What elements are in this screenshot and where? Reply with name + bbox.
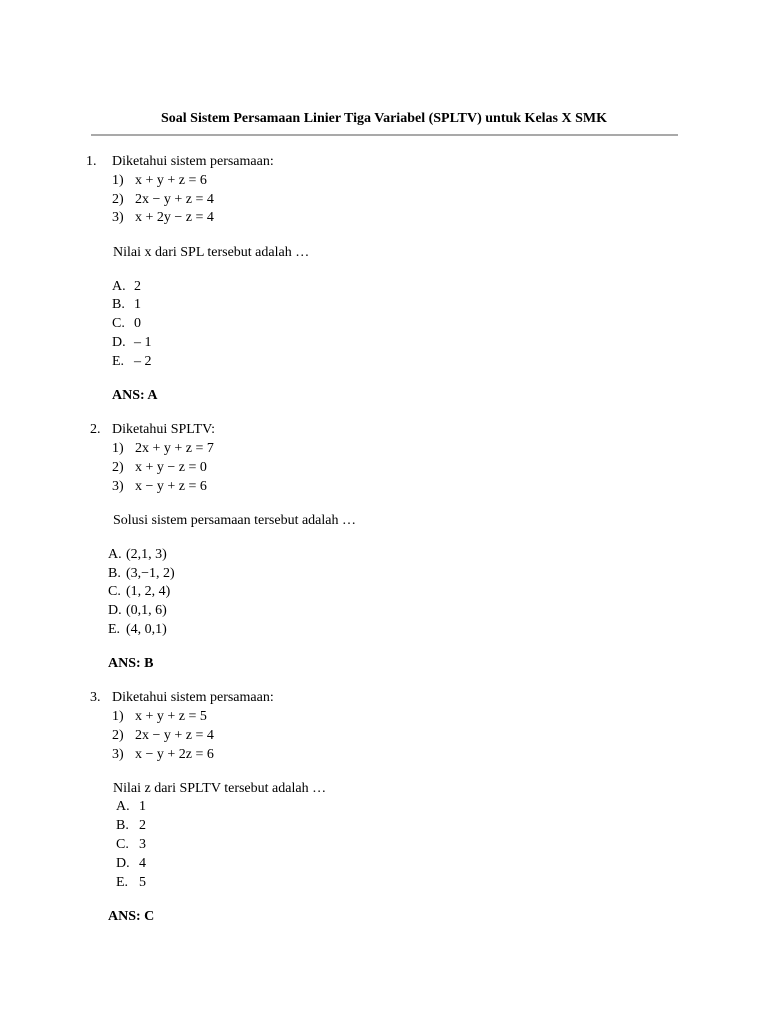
option-letter: E. bbox=[116, 875, 129, 890]
answer-key: ANS: B bbox=[108, 656, 154, 671]
option-text: (2,1, 3) bbox=[126, 547, 167, 562]
equation-label: 1) bbox=[112, 441, 124, 456]
answer-key: ANS: C bbox=[108, 909, 155, 924]
option-letter: B. bbox=[116, 818, 129, 833]
equation-text: x − y + z = 6 bbox=[135, 479, 207, 494]
option-letter: E. bbox=[112, 354, 125, 369]
equation-label: 2) bbox=[112, 192, 124, 207]
equation-text: x + y + z = 5 bbox=[135, 709, 207, 724]
question-number: 3. bbox=[90, 690, 101, 705]
equation-text: x + 2y − z = 4 bbox=[135, 210, 214, 225]
equation-text: x − y + 2z = 6 bbox=[135, 747, 214, 762]
option-letter: C. bbox=[108, 584, 121, 599]
option-letter: C. bbox=[112, 316, 125, 331]
equation-text: 2x − y + z = 4 bbox=[135, 728, 214, 743]
document-title: Soal Sistem Persamaan Linier Tiga Variabel (SPLTV) untuk Kelas X SMK bbox=[161, 111, 607, 126]
option-letter: B. bbox=[112, 297, 125, 312]
option-letter: D. bbox=[112, 335, 126, 350]
option-letter: E. bbox=[108, 622, 121, 637]
option-text: – 2 bbox=[134, 354, 152, 369]
option-text: 2 bbox=[139, 818, 146, 833]
title-divider bbox=[91, 134, 678, 136]
equation-text: 2x − y + z = 4 bbox=[135, 192, 214, 207]
question-text: Solusi sistem persamaan tersebut adalah … bbox=[113, 513, 356, 528]
option-text: (0,1, 6) bbox=[126, 603, 167, 618]
question-number: 2. bbox=[90, 422, 101, 437]
question-text: Nilai z dari SPLTV tersebut adalah … bbox=[113, 781, 327, 796]
equation-label: 3) bbox=[112, 479, 124, 494]
option-letter: A. bbox=[116, 799, 130, 814]
question-prompt: Diketahui sistem persamaan: bbox=[112, 154, 274, 169]
option-text: 4 bbox=[139, 856, 146, 871]
equation-label: 3) bbox=[112, 747, 124, 762]
equation-text: x + y − z = 0 bbox=[135, 460, 207, 475]
option-letter: A. bbox=[112, 279, 126, 294]
question-prompt: Diketahui SPLTV: bbox=[112, 422, 216, 437]
equation-text: x + y + z = 6 bbox=[135, 173, 207, 188]
equation-text: 2x + y + z = 7 bbox=[135, 441, 214, 456]
option-letter: D. bbox=[116, 856, 130, 871]
option-text: 1 bbox=[139, 799, 146, 814]
option-text: 5 bbox=[139, 875, 146, 890]
option-text: (1, 2, 4) bbox=[126, 584, 171, 599]
equation-label: 2) bbox=[112, 460, 124, 475]
option-text: 1 bbox=[134, 297, 141, 312]
option-text: (4, 0,1) bbox=[126, 622, 167, 637]
option-text: 2 bbox=[134, 279, 141, 294]
equation-label: 3) bbox=[112, 210, 124, 225]
equation-label: 1) bbox=[112, 709, 124, 724]
option-letter: A. bbox=[108, 547, 122, 562]
option-text: 3 bbox=[139, 837, 146, 852]
option-letter: C. bbox=[116, 837, 129, 852]
option-letter: D. bbox=[108, 603, 122, 618]
answer-key: ANS: A bbox=[112, 388, 158, 403]
equation-label: 2) bbox=[112, 728, 124, 743]
question-text: Nilai x dari SPL tersebut adalah … bbox=[113, 245, 310, 260]
option-letter: B. bbox=[108, 566, 121, 581]
option-text: – 1 bbox=[134, 335, 152, 350]
question-prompt: Diketahui sistem persamaan: bbox=[112, 690, 274, 705]
question-number: 1. bbox=[86, 154, 97, 169]
option-text: 0 bbox=[134, 316, 141, 331]
option-text: (3,−1, 2) bbox=[126, 566, 175, 581]
equation-label: 1) bbox=[112, 173, 124, 188]
